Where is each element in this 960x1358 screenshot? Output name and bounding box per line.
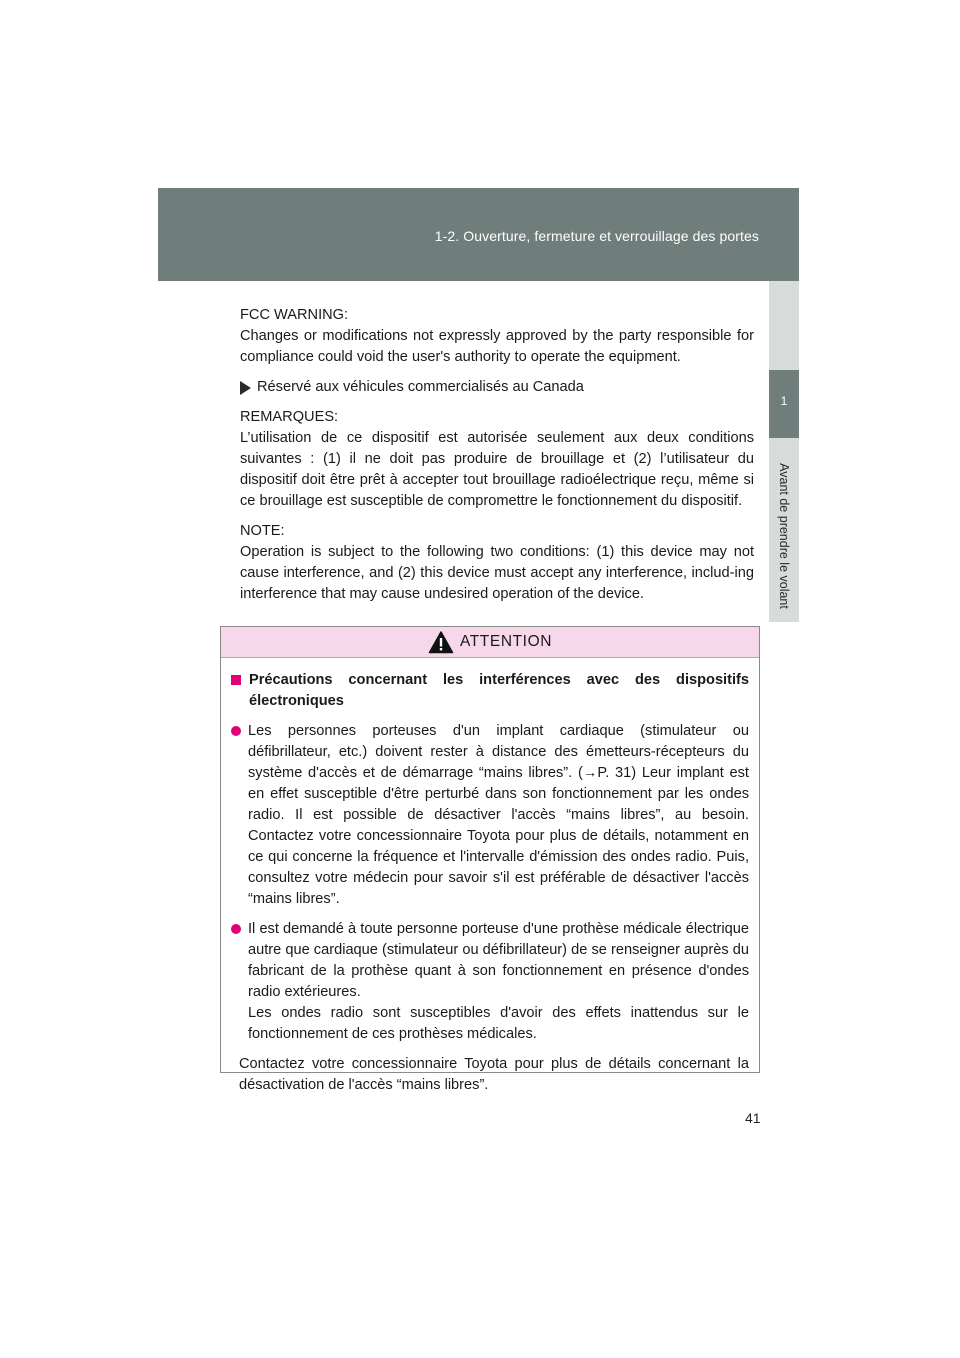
note-text: Operation is subject to the following two conditions: (1) this device may not cause interference, and (2) this device must accept any interference, includ-ing interference that may cause undesired operation of the device. bbox=[240, 544, 754, 602]
note-heading: NOTE: bbox=[240, 523, 285, 539]
side-tab bbox=[769, 370, 799, 438]
attention-title: ATTENTION bbox=[459, 633, 553, 650]
attention-header bbox=[221, 627, 759, 658]
attention-bullet-text: Les personnes porteuses d'un implant cardiaque (stimulateur ou défibrillateur, etc.) doivent rester à distance des émetteurs-récepteurs du système d'accès et de démarrage “mains libres”. (→P. 31) Leur implant est en effet susceptible d'être perturbé dans son fonctionnement par les ondes radio. Il est possible de désactiver l'accès “mains libres”, au besoin. Contactez votre concessionnaire Toyota pour plus de détails, notamment en ce qui concerne la fréquence et l'intervalle d'émission des ondes radio. Puis, consultez votre médecin pour savoir s'il est préférable de désactiver l'accès “mains libres”. bbox=[248, 723, 749, 907]
attention-bullet-text: Il est demandé à toute personne porteuse d'une prothèse médicale électrique autre que cardiaque (stimulateur ou défibrillateur) de se renseigner auprès du fabricant de la prothèse quant à son fonctionnement en présence d'ondes radio extérieures. bbox=[248, 921, 749, 1000]
attention-bullet bbox=[231, 721, 749, 910]
canada-note-text: Réservé aux véhicules commercialisés au Canada bbox=[257, 379, 584, 395]
main-content bbox=[240, 305, 754, 614]
square-bullet-icon bbox=[231, 675, 241, 685]
side-tab-number: 1 bbox=[780, 394, 788, 408]
attention-body bbox=[221, 658, 759, 1096]
side-tab-label: Avant de prendre le volant bbox=[777, 463, 791, 609]
remarques-text: L’utilisation de ce dispositif est autorisée seulement aux deux conditions suivantes : (1) il ne doit pas produire de brouillage et (2) l’utilisateur du dispositif doit être prêt à accepter tout brouillage radioélectrique reçu, même si ce brouillage est susceptible de compromettre le fonctionnement du dispositif. bbox=[240, 430, 754, 509]
attention-bullet bbox=[231, 919, 749, 1045]
chapter-header-band bbox=[158, 188, 799, 281]
circle-bullet-icon bbox=[231, 924, 241, 934]
chapter-title: 1-2. Ouverture, fermeture et verrouillage des portes bbox=[434, 228, 759, 244]
fcc-heading: FCC WARNING: bbox=[240, 307, 349, 323]
remarques-heading: REMARQUES: bbox=[240, 409, 339, 425]
attention-box bbox=[220, 626, 760, 1093]
attention-bullet-text: Les ondes radio sont susceptibles d'avoir des effets inattendus sur le fonctionnement de ces prothèses médicales. bbox=[248, 1005, 749, 1042]
page-number: 41 bbox=[745, 1110, 761, 1126]
attention-closing: Contactez votre concessionnaire Toyota pour plus de détails concernant la désactivation de l'accès “mains libres”. bbox=[239, 1056, 749, 1093]
fcc-text: Changes or modifications not expressly approved by the party responsible for compliance could void the user's authority to operate the equipment. bbox=[240, 328, 754, 365]
attention-heading bbox=[231, 670, 749, 712]
canada-note bbox=[240, 377, 754, 398]
circle-bullet-icon bbox=[231, 726, 241, 736]
triangle-arrow-icon bbox=[240, 381, 251, 395]
attention-heading-text: Précautions concernant les interférences avec des dispositifs électroniques bbox=[249, 672, 749, 709]
warning-triangle-icon bbox=[428, 630, 454, 654]
